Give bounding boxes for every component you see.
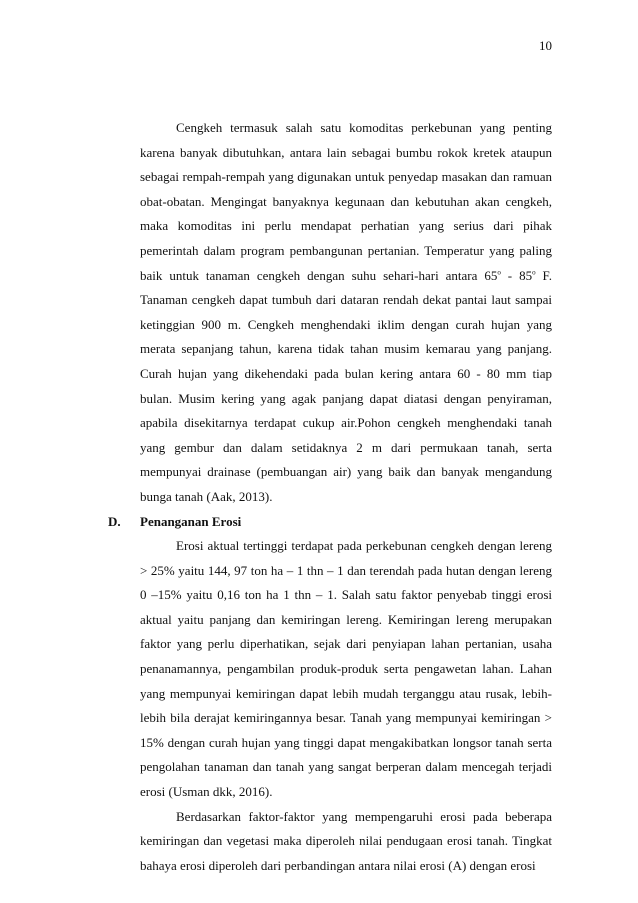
paragraph-text: F. Tanaman cengkeh dapat tumbuh dari dataran rendah dekat pantai laut sampai ketinggian 900 m. Cengkeh menghendaki iklim dengan curah hujan yang merata sepanjang tahun, karena tidak tahan musim kemarau yang panjang. Curah hujan yang dikehendaki pada bulan kering antara 60 - 80 mm tiap bulan. Musim kering yang agak panjang dapat diatasi dengan penyiraman, apabila disekitarnya terdapat cukup air.Pohon cengkeh menghendaki tanah yang gembur dan dalam setidaknya 2 m dari permukaan tanah, serta mempunyai drainase (pembuangan air) yang baik dan banyak mengandung bunga tanah (Aak, 2013). [140,267,552,504]
paragraph-pendugaan-erosi: Berdasarkan faktor-faktor yang mempengaruhi erosi pada beberapa kemiringan dan vegetasi maka diperoleh nilai pendugaan erosi tanah. Tingkat bahaya erosi diperoleh dari perbandingan antara nilai erosi (A) dengan erosi [140,808,552,873]
paragraph-erosi-aktual: Erosi aktual tertinggi terdapat pada perkebunan cengkeh dengan lereng > 25% yaitu 144, 97 ton ha – 1 thn – 1 dan terendah pada hutan dengan lereng 0 –15% yaitu 0,16 ton ha 1 thn – 1. Salah satu faktor penyebab tinggi erosi aktual yaitu panjang dan kemiringan lereng. Kemiringan lereng merupakan faktor yang perlu diperhatikan, sejak dari penyiapan lahan pertanian, usaha penanamannya, pengambilan produk-produk serta pengawetan lahan. Lahan yang mempunyai kemiringan dapat lebih mudah terganggu atau rusak, lebih-lebih bila derajat kemiringannya besar. Tanah yang mempunyai kemiringan > 15% dengan curah hujan yang tinggi dapat mengakibatkan longsor tanah serta pengolahan tanaman dan tanah yang sangat berperan dalam mencegah terjadi erosi (Usman dkk, 2016). [140,538,552,800]
degree-mark: o [497,268,501,277]
paragraph-text: Cengkeh termasuk salah satu komoditas perkebunan yang penting karena banyak dibutuhkan, antara lain sebagai bumbu rokok kretek ataupun sebagai rempah-rempah yang digunakan untuk penyedap masakan dan ramuan obat-obatan. Mengingat banyaknya kegunaan dan kebutuhan akan cengkeh, maka komoditas ini perlu mendapat perhatian yang serius dari pihak pemerintah dalam program pembangunan pertanian. Temperatur yang paling baik untuk tanaman cengkeh dengan suhu sehari-hari antara 65 [140,120,552,283]
section-letter: D. [108,513,121,529]
body-text [108,116,552,878]
paragraph-text: - 85 [500,267,533,283]
degree-mark: o [532,268,536,277]
section-heading [108,510,552,535]
paragraph-cengkeh-overview [140,116,552,510]
page-number: 10 [539,38,552,53]
section-title: Penanganan Erosi [140,513,242,529]
